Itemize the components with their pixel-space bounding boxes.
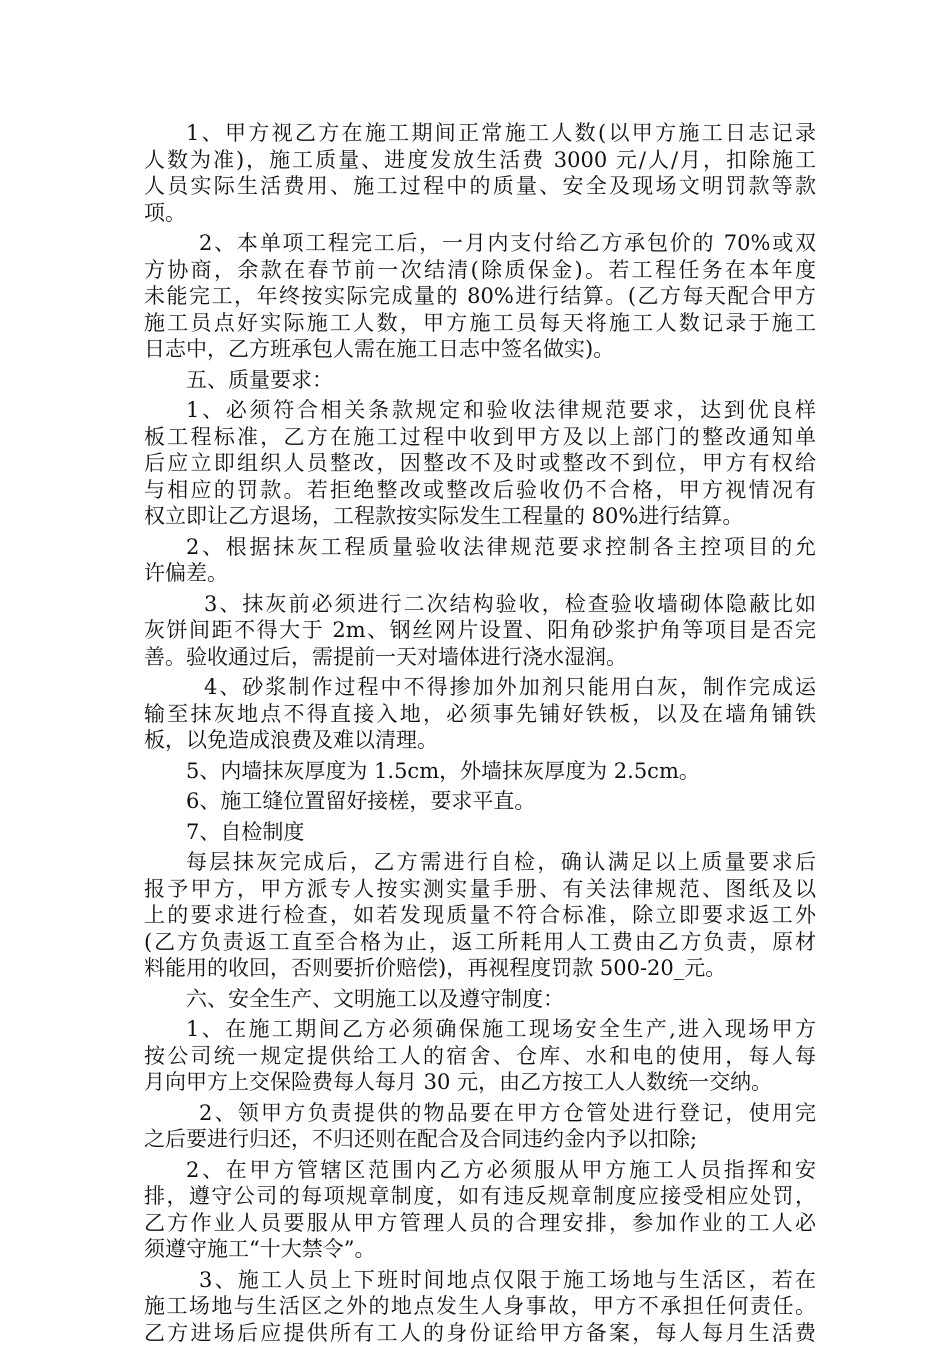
text-line: 2、根据抹灰工程质量验收法律规范要求控制各主控项目的允 xyxy=(144,534,816,561)
text-line: 每层抹灰完成后，乙方需进行自检，确认满足以上质量要求后 xyxy=(144,849,816,876)
text-line: 施工场地与生活区之外的地点发生人身事故，甲方不承担任何责任。 xyxy=(144,1293,816,1320)
text-line: 排，遵守公司的每项规章制度，如有违反规章制度应接受相应处罚， xyxy=(144,1183,816,1210)
text-line: 乙方进场后应提供所有工人的身份证给甲方备案，每人每月生活费 xyxy=(144,1320,816,1346)
text-line: 5、内墙抹灰厚度为 1.5cm，外墙抹灰厚度为 2.5cm。 xyxy=(144,758,816,785)
text-line: 2、领甲方负责提供的物品要在甲方仓管处进行登记，使用完 xyxy=(144,1100,816,1127)
text-line: 灰饼间距不得大于 2m、钢丝网片设置、阳角砂浆护角等项目是否完 xyxy=(144,617,816,644)
text-line: 项。 xyxy=(144,200,816,227)
text-line: 2、本单项工程完工后，一月内支付给乙方承包价的 70%或双 xyxy=(144,230,816,257)
text-line: 权立即让乙方退场，工程款按实际发生工程量的 80%进行结算。 xyxy=(144,503,816,530)
text-line: 须遵守施工“十大禁令”。 xyxy=(144,1236,816,1263)
section-heading: 六、安全生产、文明施工以及遵守制度： xyxy=(144,986,816,1013)
text-line: 乙方作业人员要服从甲方管理人员的合理安排，参加作业的工人必 xyxy=(144,1210,816,1237)
text-line: 6、施工缝位置留好接槎，要求平直。 xyxy=(144,788,816,815)
text-line: 料能用的收回，否则要折价赔偿)，再视程度罚款 500-20_元。 xyxy=(144,955,816,982)
text-line: 与相应的罚款。若拒绝整改或整改后验收仍不合格，甲方视情况有 xyxy=(144,477,816,504)
text-line: 日志中，乙方班承包人需在施工日志中签名做实)。 xyxy=(144,336,816,363)
text-line: 上的要求进行检查，如若发现质量不符合标准，除立即要求返工外 xyxy=(144,902,816,929)
text-line: 4、砂浆制作过程中不得掺加外加剂只能用白灰，制作完成运 xyxy=(144,674,816,701)
text-line: 后应立即组织人员整改，因整改不及时或整改不到位，甲方有权给 xyxy=(144,450,816,477)
document-body xyxy=(144,120,816,1346)
text-line: 1、必须符合相关条款规定和验收法律规范要求，达到优良样 xyxy=(144,397,816,424)
text-line: 按公司统一规定提供给工人的宿舍、仓库、水和电的使用，每人每 xyxy=(144,1043,816,1070)
text-line: 1、甲方视乙方在施工期间正常施工人数(以甲方施工日志记录 xyxy=(144,120,816,147)
text-line: 月向甲方上交保险费每人每月 30 元，由乙方按工人人数统一交纳。 xyxy=(144,1069,816,1096)
text-line: 2、在甲方管辖区范围内乙方必须服从甲方施工人员指挥和安 xyxy=(144,1157,816,1184)
text-line: 板工程标准，乙方在施工过程中收到甲方及以上部门的整改通知单 xyxy=(144,424,816,451)
text-line: 1、在施工期间乙方必须确保施工现场安全生产,进入现场甲方 xyxy=(144,1016,816,1043)
text-line: 之后要进行归还，不归还则在配合及合同违约金内予以扣除; xyxy=(144,1126,816,1153)
text-line: 许偏差。 xyxy=(144,560,816,587)
text-line: (乙方负责返工直至合格为止，返工所耗用人工费由乙方负责，原材 xyxy=(144,929,816,956)
text-line: 人员实际生活费用、施工过程中的质量、安全及现场文明罚款等款 xyxy=(144,173,816,200)
text-line: 善。验收通过后，需提前一天对墙体进行浇水湿润。 xyxy=(144,644,816,671)
text-line: 板，以免造成浪费及难以清理。 xyxy=(144,727,816,754)
text-line: 报予甲方，甲方派专人按实测实量手册、有关法律规范、图纸及以 xyxy=(144,876,816,903)
text-line: 方协商，余款在春节前一次结清(除质保金)。若工程任务在本年度 xyxy=(144,257,816,284)
text-line: 7、自检制度 xyxy=(144,819,816,846)
text-line: 输至抹灰地点不得直接入地，必须事先铺好铁板，以及在墙角铺铁 xyxy=(144,701,816,728)
text-line: 人数为准)，施工质量、进度发放生活费 3000 元/人/月，扣除施工 xyxy=(144,147,816,174)
text-line: 未能完工，年终按实际完成量的 80%进行结算。(乙方每天配合甲方 xyxy=(144,283,816,310)
section-heading: 五、质量要求： xyxy=(144,367,816,394)
text-line: 施工员点好实际施工人数，甲方施工员每天将施工人数记录于施工 xyxy=(144,310,816,337)
text-line: 3、抹灰前必须进行二次结构验收，检查验收墙砌体隐蔽比如 xyxy=(144,591,816,618)
text-line: 3、施工人员上下班时间地点仅限于施工场地与生活区，若在 xyxy=(144,1267,816,1294)
